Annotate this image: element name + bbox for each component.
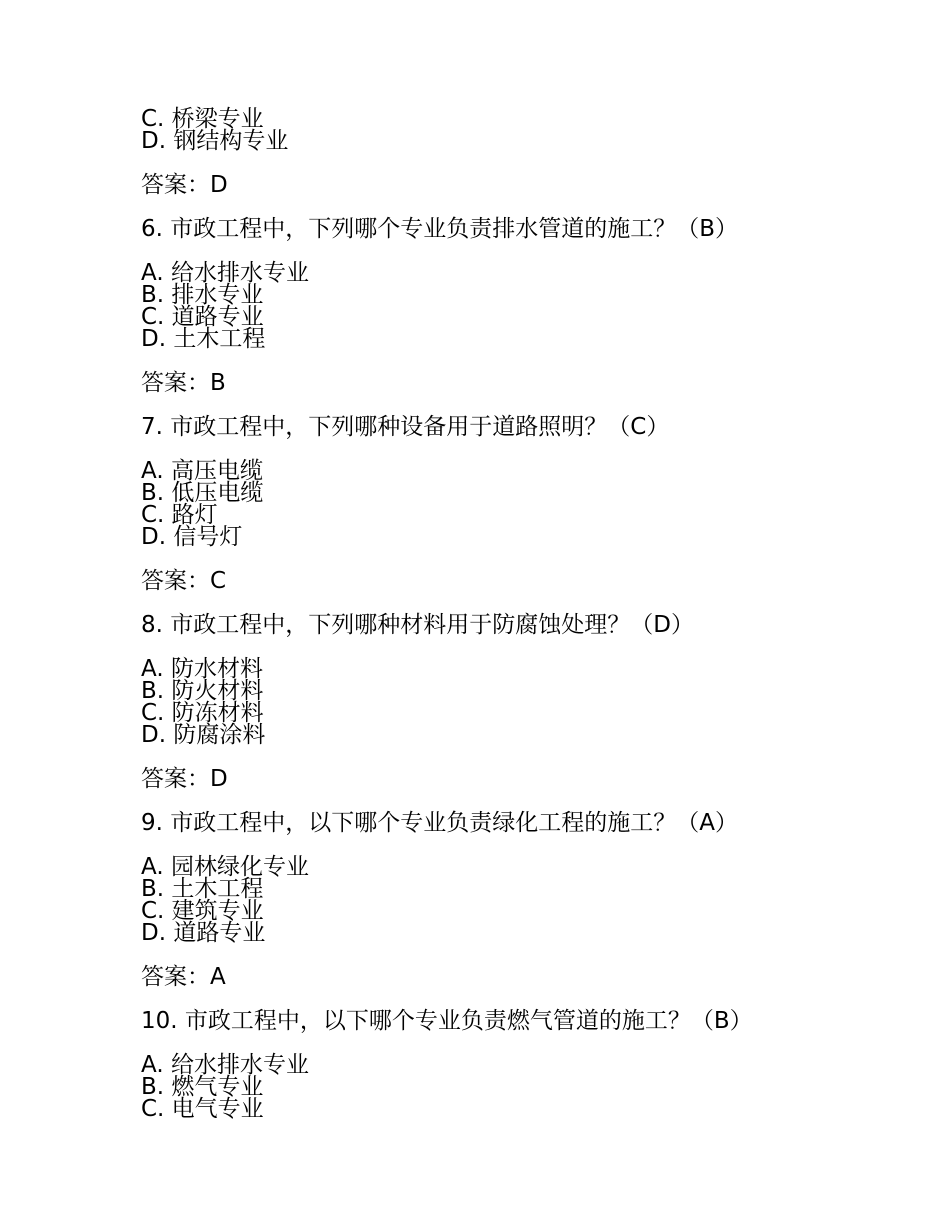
lead-options [141,108,901,152]
option: A. 园林绿化专业 [141,854,309,880]
options-7 [141,460,901,548]
options-6 [141,262,901,350]
option: C. 防冻材料 [141,700,264,726]
question-9: 9. 市政工程中，以下哪个专业负责绿化工程的施工？（A） [141,810,738,836]
answer: 答案：D [141,172,228,198]
option: D. 钢结构专业 [141,128,289,154]
option: B. 排水专业 [141,282,264,308]
document-content [141,108,901,1120]
option: D. 信号灯 [141,524,243,550]
option: A. 高压电缆 [141,458,263,484]
option: C. 建筑专业 [141,898,264,924]
option: A. 防水材料 [141,656,263,682]
answer-6: 答案：B [141,370,226,396]
option: C. 桥梁专业 [141,106,264,132]
options-9 [141,856,901,944]
question-6: 6. 市政工程中，下列哪个专业负责排水管道的施工？（B） [141,216,739,242]
answer-7: 答案：C [141,568,227,594]
option: C. 电气专业 [141,1096,264,1122]
option: A. 给水排水专业 [141,260,309,286]
option: A. 给水排水专业 [141,1052,309,1078]
option: B. 燃气专业 [141,1074,264,1100]
options-10 [141,1054,901,1120]
options-8 [141,658,901,746]
option: B. 土木工程 [141,876,264,902]
option: D. 道路专业 [141,920,266,946]
option: D. 土木工程 [141,326,266,352]
answer-9: 答案：A [141,964,226,990]
option: C. 道路专业 [141,304,264,330]
option: B. 防火材料 [141,678,264,704]
option: D. 防腐涂料 [141,722,266,748]
question-8: 8. 市政工程中，下列哪种材料用于防腐蚀处理？（D） [141,612,694,638]
answer-8: 答案：D [141,766,228,792]
question-7: 7. 市政工程中，下列哪种设备用于道路照明？（C） [141,414,670,440]
option: C. 路灯 [141,502,218,528]
question-10: 10. 市政工程中，以下哪个专业负责燃气管道的施工？（B） [141,1008,753,1034]
option: B. 低压电缆 [141,480,264,506]
